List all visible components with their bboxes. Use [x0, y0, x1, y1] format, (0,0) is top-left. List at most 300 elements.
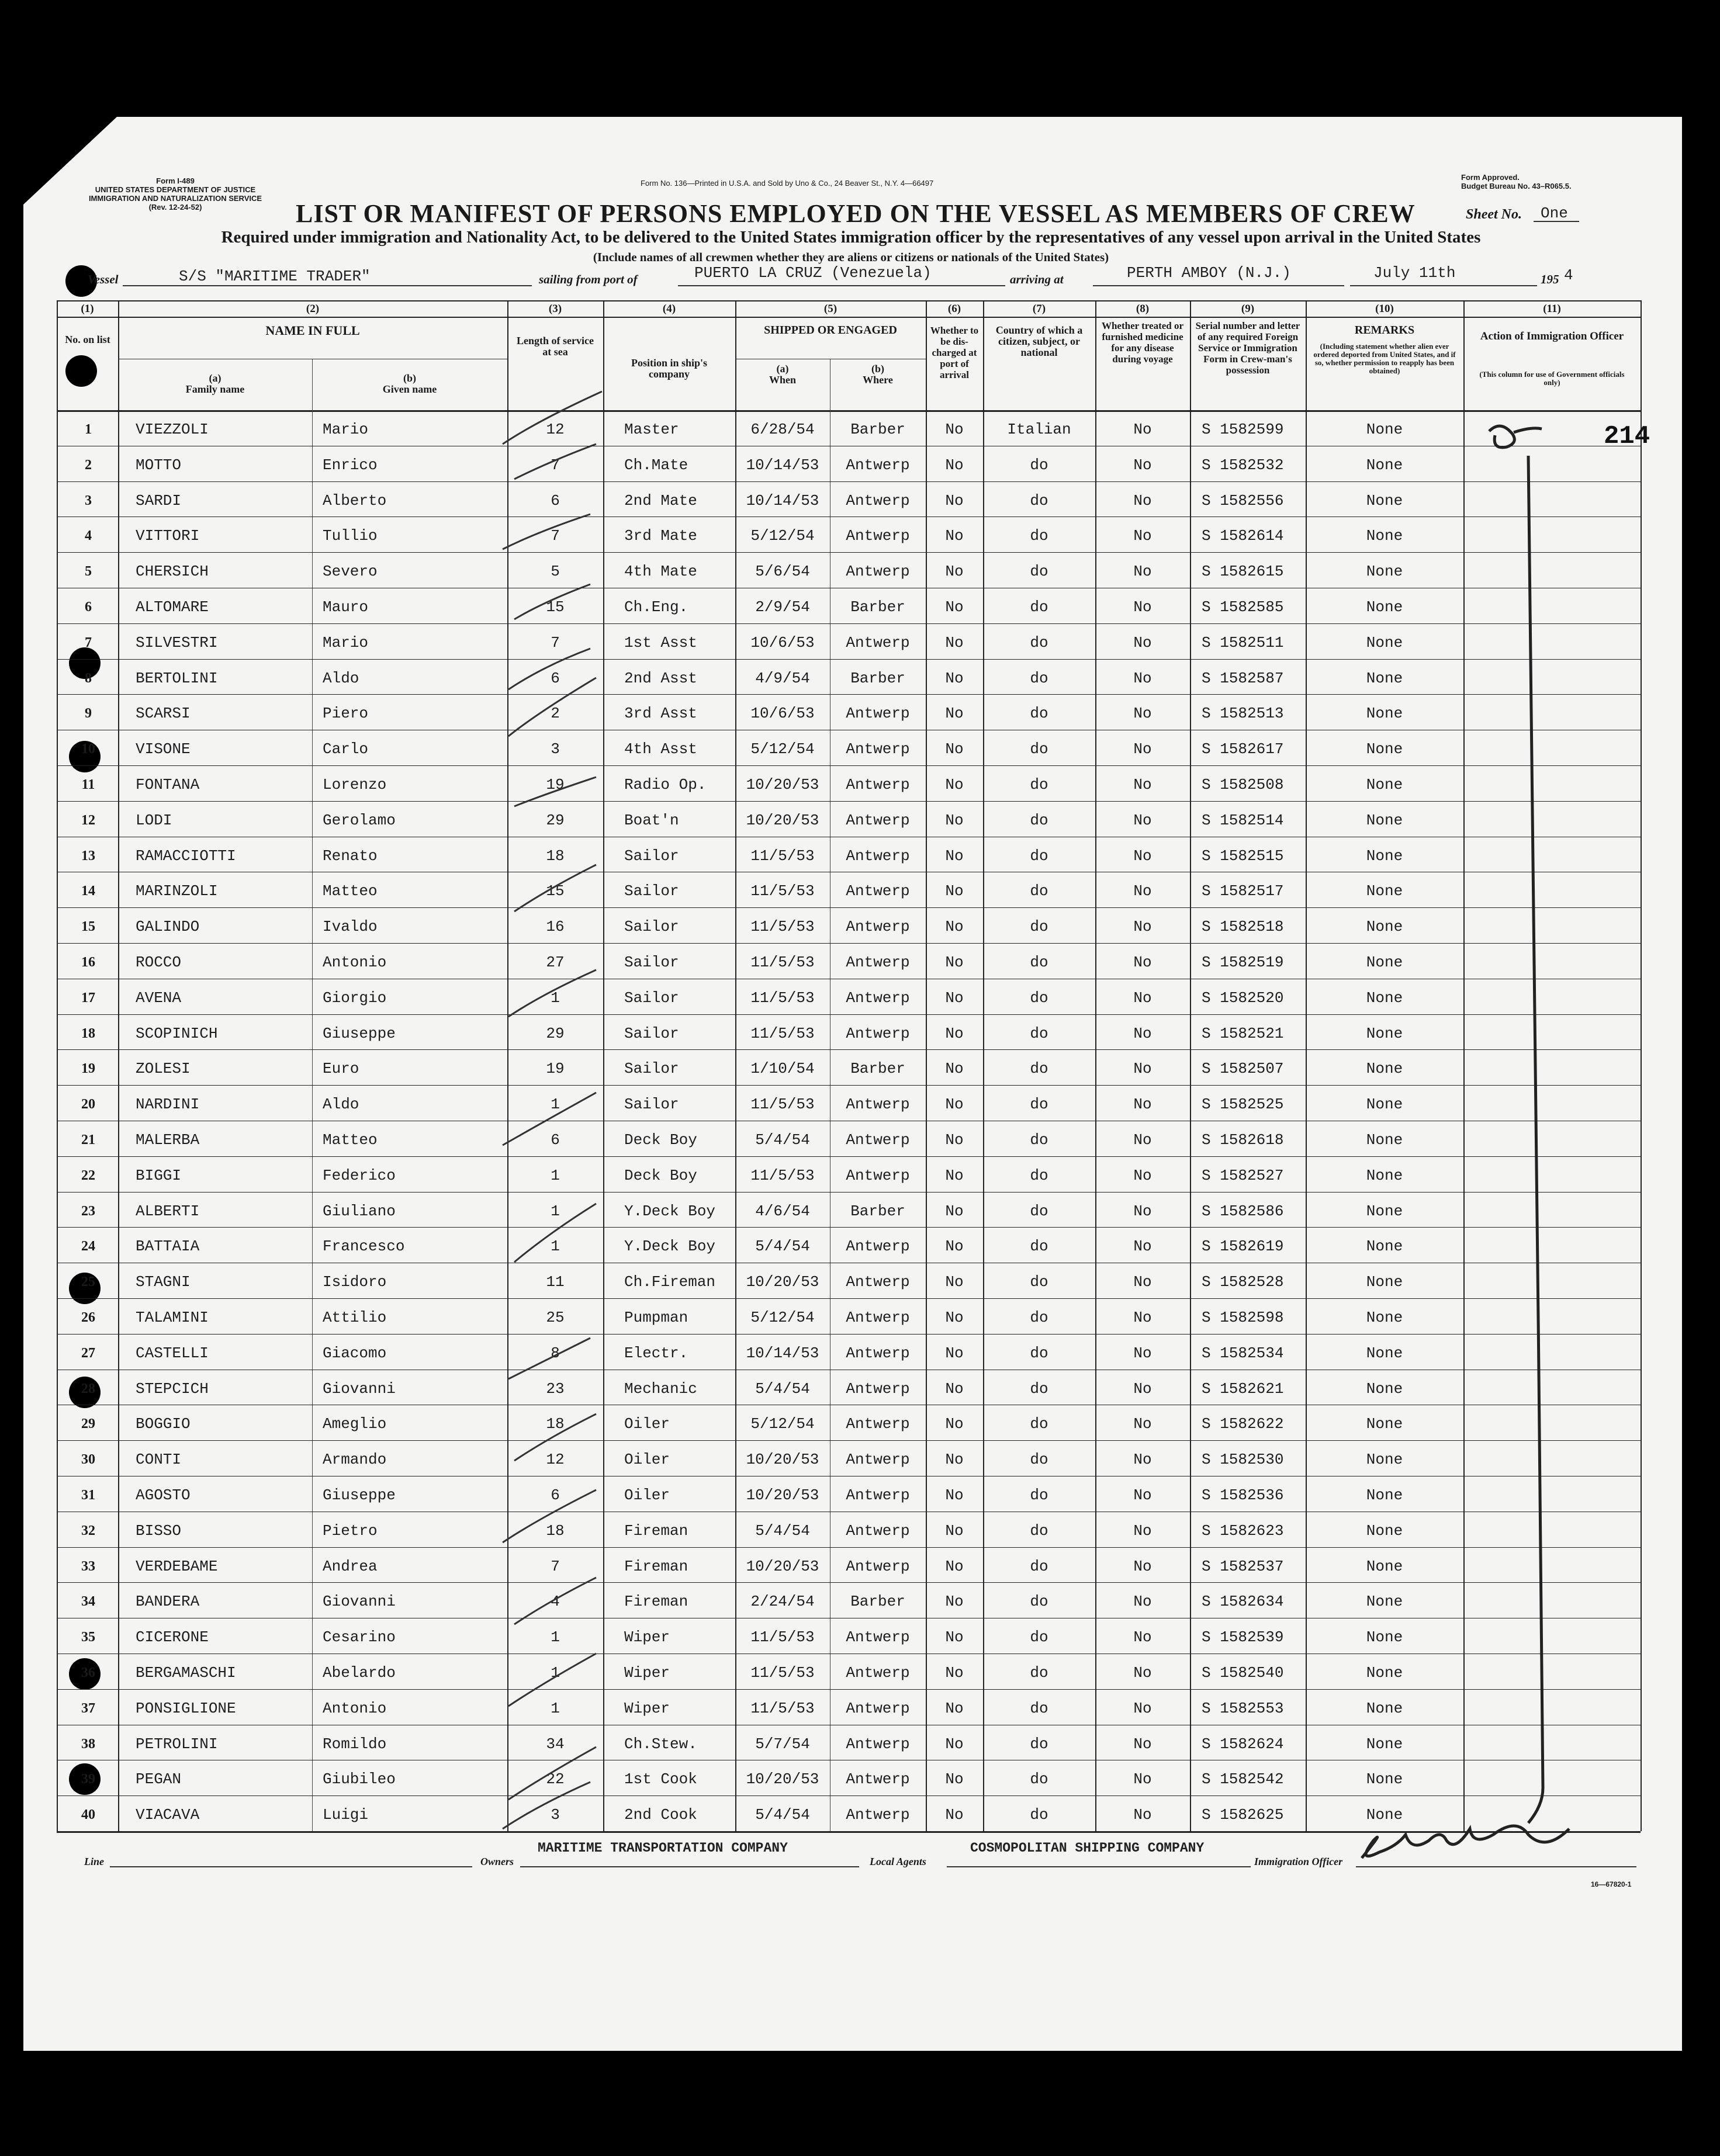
cell-medicine: No	[1133, 847, 1152, 865]
cell-where: Antwerp	[846, 1344, 910, 1362]
cell-position: Oiler	[624, 1451, 670, 1469]
cell-family: TALAMINI	[136, 1309, 209, 1326]
cell-remarks: None	[1366, 1415, 1403, 1433]
cell-family: PEGAN	[136, 1770, 182, 1788]
row-number: 6	[85, 599, 92, 615]
cell-given: Enrico	[323, 456, 378, 474]
cell-medicine: No	[1133, 1379, 1152, 1398]
cell-country: do	[1030, 954, 1048, 971]
cell-serial: S 1582534	[1202, 1344, 1284, 1362]
cell-given: Mauro	[323, 598, 369, 616]
arriving-label: arriving at	[1010, 272, 1064, 286]
cell-where: Antwerp	[846, 1770, 910, 1788]
row-number: 36	[81, 1665, 95, 1680]
row-number: 23	[81, 1203, 95, 1219]
cell-medicine: No	[1133, 669, 1152, 687]
cell-where: Barber	[850, 1202, 905, 1220]
cell-position: Sailor	[624, 918, 679, 936]
cell-remarks: None	[1366, 1096, 1403, 1114]
cell-length: 23	[546, 1379, 565, 1398]
cell-length: 1	[551, 1202, 560, 1220]
cell-family: BISSO	[136, 1521, 182, 1540]
cell-when: 11/5/53	[750, 1024, 815, 1042]
cell-length: 4	[551, 1593, 560, 1611]
cell-where: Antwerp	[846, 456, 910, 474]
cell-given: Giuseppe	[323, 1486, 396, 1504]
cell-serial: S 1582553	[1202, 1699, 1284, 1717]
col8-header: Whether treated or furnished medicine for any disease during voyage	[1101, 320, 1184, 365]
cell-country: do	[1030, 491, 1048, 509]
cell-family: BANDERA	[136, 1593, 200, 1611]
col2a-header: (a) Family name	[185, 372, 245, 395]
cell-position: Sailor	[624, 1024, 679, 1042]
cell-when: 4/9/54	[755, 669, 810, 687]
agents-underline	[947, 1866, 1251, 1867]
cell-family: VITTORI	[136, 527, 200, 545]
cell-position: 3rd Asst	[624, 705, 697, 723]
cell-serial: S 1582539	[1202, 1628, 1284, 1647]
cell-family: ALBERTI	[136, 1202, 200, 1220]
row-number: 35	[81, 1630, 95, 1645]
vessel-name: S/S "MARITIME TRADER"	[179, 268, 371, 285]
cell-where: Antwerp	[846, 1379, 910, 1398]
cell-where: Antwerp	[846, 1131, 910, 1149]
cell-length: 29	[546, 811, 565, 829]
cell-when: 5/6/54	[755, 563, 810, 581]
cell-medicine: No	[1133, 1806, 1152, 1824]
cell-remarks: None	[1366, 918, 1403, 936]
cell-country: do	[1030, 882, 1048, 900]
cell-serial: S 1582527	[1202, 1166, 1284, 1184]
cell-position: Master	[624, 421, 679, 438]
cell-medicine: No	[1133, 1486, 1152, 1504]
cell-when: 11/5/53	[750, 847, 815, 865]
col2b-header: (b) Given name	[382, 372, 437, 395]
row-number: 2	[85, 457, 92, 473]
cell-medicine: No	[1133, 740, 1152, 758]
cell-family: SCOPINICH	[136, 1024, 218, 1042]
cell-when: 11/5/53	[750, 1628, 815, 1647]
cell-position: Wiper	[624, 1628, 670, 1647]
arriving-port: PERTH AMBOY (N.J.)	[1127, 264, 1291, 282]
cell-discharged: No	[945, 456, 964, 474]
row-number: 7	[85, 635, 92, 650]
col3-header: Length of service at sea	[517, 335, 594, 358]
cell-position: Deck Boy	[624, 1166, 697, 1184]
cell-remarks: None	[1366, 1486, 1403, 1504]
cell-family: PONSIGLIONE	[136, 1699, 236, 1717]
cell-country: do	[1030, 598, 1048, 616]
cell-family: GALINDO	[136, 918, 200, 936]
cell-remarks: None	[1366, 1770, 1403, 1788]
cell-medicine: No	[1133, 1344, 1152, 1362]
cell-position: Oiler	[624, 1415, 670, 1433]
cell-given: Francesco	[323, 1238, 405, 1256]
cell-remarks: None	[1366, 1806, 1403, 1824]
cell-serial: S 1582515	[1202, 847, 1284, 865]
cell-serial: S 1582513	[1202, 705, 1284, 723]
cell-medicine: No	[1133, 705, 1152, 723]
cell-medicine: No	[1133, 776, 1152, 793]
page-title: LIST OR MANIFEST OF PERSONS EMPLOYED ON THE VESSEL AS MEMBERS OF CREW	[296, 199, 1416, 228]
owners-value: MARITIME TRANSPORTATION COMPANY	[538, 1840, 788, 1856]
cell-discharged: No	[945, 705, 964, 723]
cell-length: 16	[546, 918, 565, 936]
cell-position: Y.Deck Boy	[624, 1238, 716, 1256]
vessel-label: Vessel	[88, 272, 119, 286]
cell-where: Antwerp	[846, 918, 910, 936]
cell-discharged: No	[945, 1735, 964, 1753]
cell-serial: S 1582536	[1202, 1486, 1284, 1504]
col3-number: (3)	[548, 303, 562, 315]
cell-when: 5/4/54	[755, 1379, 810, 1398]
cell-given: Alberto	[323, 491, 387, 509]
cell-medicine: No	[1133, 1096, 1152, 1114]
cell-position: Fireman	[624, 1521, 688, 1540]
line-label: Line	[84, 1856, 104, 1867]
cell-length: 18	[546, 1521, 565, 1540]
cell-medicine: No	[1133, 1024, 1152, 1042]
cell-serial: S 1582615	[1202, 563, 1284, 581]
cell-family: BERGAMASCHI	[136, 1664, 236, 1682]
cell-family: AGOSTO	[136, 1486, 191, 1504]
cell-where: Antwerp	[846, 1699, 910, 1717]
cell-when: 10/20/53	[746, 1486, 819, 1504]
cell-position: Wiper	[624, 1699, 670, 1717]
cell-country: do	[1030, 1664, 1048, 1682]
cell-position: Fireman	[624, 1593, 688, 1611]
cell-where: Antwerp	[846, 563, 910, 581]
col11-number: (11)	[1543, 303, 1561, 315]
cell-where: Antwerp	[846, 1628, 910, 1647]
cell-given: Gerolamo	[323, 811, 396, 829]
cell-given: Ameglio	[323, 1415, 387, 1433]
col5a-header: (a) When	[769, 363, 796, 386]
cell-position: Sailor	[624, 954, 679, 971]
cell-when: 10/14/53	[746, 1344, 819, 1362]
cell-medicine: No	[1133, 1202, 1152, 1220]
cell-when: 11/5/53	[750, 954, 815, 971]
cell-country: do	[1030, 1628, 1048, 1647]
row-number: 12	[81, 812, 95, 828]
cell-discharged: No	[945, 1344, 964, 1362]
cell-where: Antwerp	[846, 1238, 910, 1256]
cell-medicine: No	[1133, 491, 1152, 509]
cell-family: STAGNI	[136, 1273, 191, 1291]
cell-country: Italian	[1007, 421, 1071, 438]
cell-position: Sailor	[624, 1060, 679, 1078]
row-number: 21	[81, 1132, 95, 1148]
row-number: 26	[81, 1310, 95, 1325]
cell-country: do	[1030, 1202, 1048, 1220]
cell-where: Antwerp	[846, 1486, 910, 1504]
cell-country: do	[1030, 1770, 1048, 1788]
cell-when: 10/20/53	[746, 1451, 819, 1469]
cell-when: 11/5/53	[750, 1699, 815, 1717]
cell-family: SILVESTRI	[136, 633, 218, 651]
cell-serial: S 1582587	[1202, 669, 1284, 687]
cell-length: 12	[546, 421, 565, 438]
cell-family: SCARSI	[136, 705, 191, 723]
line-underline	[110, 1866, 472, 1867]
row-number: 24	[81, 1239, 95, 1254]
cell-position: 1st Cook	[624, 1770, 697, 1788]
cell-given: Andrea	[323, 1557, 378, 1575]
cell-given: Attilio	[323, 1309, 387, 1326]
cell-serial: S 1582518	[1202, 918, 1284, 936]
cell-where: Antwerp	[846, 1451, 910, 1469]
cell-country: do	[1030, 1557, 1048, 1575]
cell-medicine: No	[1133, 1166, 1152, 1184]
cell-serial: S 1582537	[1202, 1557, 1284, 1575]
cell-remarks: None	[1366, 1309, 1403, 1326]
col10-subheader: (Including statement whether alien ever ordered deported from United States, and if so, whether permission to reapply has been obtained)	[1313, 342, 1456, 375]
cell-length: 19	[546, 776, 565, 793]
cell-serial: S 1582619	[1202, 1238, 1284, 1256]
cell-family: LODI	[136, 811, 172, 829]
cell-family: CICERONE	[136, 1628, 209, 1647]
sheet-value: One	[1541, 204, 1568, 222]
cell-remarks: None	[1366, 1699, 1403, 1717]
cell-country: do	[1030, 669, 1048, 687]
handwritten-signature	[1362, 1826, 1569, 1858]
cell-serial: S 1582519	[1202, 954, 1284, 971]
cell-discharged: No	[945, 918, 964, 936]
cell-remarks: None	[1366, 740, 1403, 758]
cell-when: 11/5/53	[750, 989, 815, 1007]
cell-given: Isidoro	[323, 1273, 387, 1291]
cell-position: Ch.Fireman	[624, 1273, 716, 1291]
cell-when: 11/5/53	[750, 882, 815, 900]
col6-number: (6)	[947, 303, 961, 315]
agents-value: COSMOPOLITAN SHIPPING COMPANY	[970, 1840, 1205, 1856]
cell-remarks: None	[1366, 705, 1403, 723]
row-number: 19	[81, 1061, 95, 1077]
cell-position: Fireman	[624, 1557, 688, 1575]
cell-family: CONTI	[136, 1451, 182, 1469]
cell-where: Antwerp	[846, 740, 910, 758]
cell-length: 29	[546, 1024, 565, 1042]
cell-length: 7	[551, 527, 560, 545]
col1-number: (1)	[81, 303, 94, 315]
row-number: 17	[81, 990, 95, 1006]
cell-medicine: No	[1133, 527, 1152, 545]
cell-where: Antwerp	[846, 491, 910, 509]
cell-where: Barber	[850, 1060, 905, 1078]
row-number: 13	[81, 848, 95, 864]
cell-when: 10/14/53	[746, 491, 819, 509]
cell-when: 5/12/54	[750, 740, 815, 758]
cell-family: MALERBA	[136, 1131, 200, 1149]
cell-remarks: None	[1366, 1238, 1403, 1256]
cell-medicine: No	[1133, 1699, 1152, 1717]
officer-label: Immigration Officer	[1254, 1856, 1343, 1867]
cell-country: do	[1030, 1060, 1048, 1078]
cell-country: do	[1030, 1024, 1048, 1042]
cell-serial: S 1582507	[1202, 1060, 1284, 1078]
cell-where: Antwerp	[846, 811, 910, 829]
cell-discharged: No	[945, 563, 964, 581]
cell-length: 6	[551, 669, 560, 687]
cell-family: BATTAIA	[136, 1238, 200, 1256]
cell-length: 1	[551, 1166, 560, 1184]
cell-where: Antwerp	[846, 1415, 910, 1433]
cell-discharged: No	[945, 847, 964, 865]
cell-discharged: No	[945, 598, 964, 616]
col5-number: (5)	[823, 303, 837, 315]
cell-given: Antonio	[323, 954, 387, 971]
cell-remarks: None	[1366, 633, 1403, 651]
owners-label: Owners	[480, 1856, 514, 1867]
row-number: 32	[81, 1523, 95, 1538]
col9-header: Serial number and letter of any required Foreign Service or Immigration Form in Crew-man's possession	[1195, 320, 1300, 376]
cell-serial: S 1582542	[1202, 1770, 1284, 1788]
cell-medicine: No	[1133, 1664, 1152, 1682]
cell-given: Giacomo	[323, 1344, 387, 1362]
cell-medicine: No	[1133, 456, 1152, 474]
cell-family: FONTANA	[136, 776, 200, 793]
cell-where: Antwerp	[846, 1024, 910, 1042]
cell-country: do	[1030, 1735, 1048, 1753]
cell-when: 10/20/53	[746, 1770, 819, 1788]
revision-date: (Rev. 12-24-52)	[148, 203, 202, 212]
cell-where: Barber	[850, 669, 905, 687]
cell-when: 11/5/53	[750, 1664, 815, 1682]
cell-discharged: No	[945, 1664, 964, 1682]
cell-length: 7	[551, 633, 560, 651]
cell-country: do	[1030, 1593, 1048, 1611]
cell-serial: S 1582625	[1202, 1806, 1284, 1824]
cell-remarks: None	[1366, 1166, 1403, 1184]
cell-country: do	[1030, 1451, 1048, 1469]
cell-when: 5/7/54	[755, 1735, 810, 1753]
cell-given: Aldo	[323, 1096, 359, 1114]
cell-medicine: No	[1133, 1557, 1152, 1575]
col4-number: (4)	[662, 303, 676, 315]
cell-given: Carlo	[323, 740, 369, 758]
cell-medicine: No	[1133, 1770, 1152, 1788]
cell-serial: S 1582508	[1202, 776, 1284, 793]
row-number: 1	[85, 422, 92, 437]
cell-remarks: None	[1366, 1557, 1403, 1575]
cell-serial: S 1582624	[1202, 1735, 1284, 1753]
cell-when: 11/5/53	[750, 1096, 815, 1114]
cell-length: 15	[546, 882, 565, 900]
cell-serial: S 1582521	[1202, 1024, 1284, 1042]
row-number: 40	[81, 1807, 95, 1823]
cell-serial: S 1582598	[1202, 1309, 1284, 1326]
cell-discharged: No	[945, 776, 964, 793]
cell-country: do	[1030, 1166, 1048, 1184]
handwritten-initial-mark	[1489, 426, 1542, 448]
cell-family: MOTTO	[136, 456, 182, 474]
cell-given: Giubileo	[323, 1770, 396, 1788]
cell-country: do	[1030, 1806, 1048, 1824]
cell-where: Barber	[850, 598, 905, 616]
col8-number: (8)	[1136, 303, 1150, 315]
cell-when: 10/20/53	[746, 811, 819, 829]
handwritten-vertical-line	[1528, 456, 1543, 1823]
cell-where: Antwerp	[846, 527, 910, 545]
cell-length: 1	[551, 1628, 560, 1647]
cell-given: Renato	[323, 847, 378, 865]
cell-discharged: No	[945, 1593, 964, 1611]
row-number: 31	[81, 1488, 95, 1503]
cell-where: Antwerp	[846, 633, 910, 651]
cell-medicine: No	[1133, 1309, 1152, 1326]
cell-length: 1	[551, 989, 560, 1007]
cell-position: Ch.Stew.	[624, 1735, 697, 1753]
cell-length: 11	[546, 1273, 565, 1291]
cell-country: do	[1030, 456, 1048, 474]
cell-serial: S 1582528	[1202, 1273, 1284, 1291]
cell-position: 4th Asst	[624, 740, 697, 758]
cell-where: Antwerp	[846, 1521, 910, 1540]
cell-given: Pietro	[323, 1521, 378, 1540]
cell-given: Romildo	[323, 1735, 387, 1753]
cell-given: Mario	[323, 421, 369, 438]
cell-when: 4/6/54	[755, 1202, 810, 1220]
cell-discharged: No	[945, 811, 964, 829]
cell-medicine: No	[1133, 882, 1152, 900]
cell-country: do	[1030, 1486, 1048, 1504]
cell-serial: S 1582520	[1202, 989, 1284, 1007]
cell-remarks: None	[1366, 669, 1403, 687]
col6-header: Whether to be dis-charged at port of arrival	[930, 325, 979, 380]
cell-discharged: No	[945, 1096, 964, 1114]
cell-medicine: No	[1133, 563, 1152, 581]
cell-given: Cesarino	[323, 1628, 396, 1647]
cell-given: Giorgio	[323, 989, 387, 1007]
row-number: 14	[81, 883, 95, 899]
cell-discharged: No	[945, 1557, 964, 1575]
year-prefix: 195	[1541, 272, 1559, 286]
cell-when: 5/4/54	[755, 1521, 810, 1540]
cell-medicine: No	[1133, 954, 1152, 971]
cell-position: Pumpman	[624, 1309, 688, 1326]
col11-subheader: (This column for use of Government officials only)	[1479, 370, 1625, 387]
cell-country: do	[1030, 633, 1048, 651]
cell-when: 11/5/53	[750, 1166, 815, 1184]
cell-length: 6	[551, 491, 560, 509]
cell-family: BOGGIO	[136, 1415, 191, 1433]
cell-when: 5/12/54	[750, 527, 815, 545]
cell-length: 2	[551, 705, 560, 723]
cell-discharged: No	[945, 1060, 964, 1078]
cell-when: 11/5/53	[750, 918, 815, 936]
cell-length: 22	[546, 1770, 565, 1788]
cell-when: 5/4/54	[755, 1806, 810, 1824]
cell-remarks: None	[1366, 563, 1403, 581]
cell-position: Deck Boy	[624, 1131, 697, 1149]
cell-position: Sailor	[624, 882, 679, 900]
row-number: 27	[81, 1345, 95, 1361]
cell-given: Antonio	[323, 1699, 387, 1717]
cell-discharged: No	[945, 527, 964, 545]
cell-given: Lorenzo	[323, 776, 387, 793]
cell-length: 18	[546, 847, 565, 865]
approval-line: Form Approved.	[1461, 173, 1520, 182]
cell-remarks: None	[1366, 1131, 1403, 1149]
cell-given: Giovanni	[323, 1593, 396, 1611]
cell-discharged: No	[945, 1024, 964, 1042]
officer-underline	[1356, 1866, 1636, 1867]
cell-serial: S 1582532	[1202, 456, 1284, 474]
cell-remarks: None	[1366, 1664, 1403, 1682]
cell-length: 15	[546, 598, 565, 616]
cell-country: do	[1030, 705, 1048, 723]
cell-discharged: No	[945, 989, 964, 1007]
